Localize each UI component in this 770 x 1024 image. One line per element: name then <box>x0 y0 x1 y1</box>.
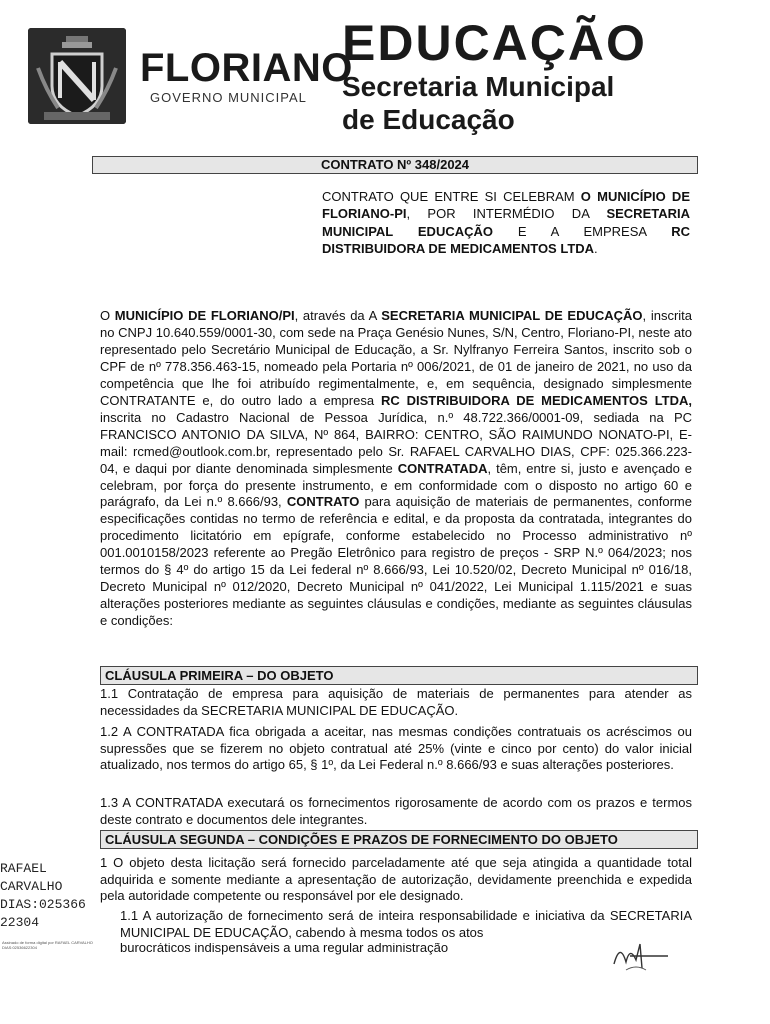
body-text-3: inscrita no Cadastro Nacional de Pessoa Jurídica, n.º 48.722.366/0001-09, sediada na PC FRANCISCO ANTONIO DA SILVA, Nº 864, BAIRRO: CENTRO, SÃO RAIMUNDO NONATO-PI, E-mail: rcmed@outlook.com.br, representado pelo Sr. RAFAEL CARVALHO DIAS, CPF: 025.366.223-04, e daqui por diante denominada simplesmente <box>100 409 692 476</box>
body-bold-municipio: MUNICÍPIO DE FLORIANO/PI <box>114 308 295 323</box>
body-bold-empresa: RC DISTRIBUIDORA DE MEDICAMENTOS LTDA, <box>380 392 692 408</box>
clause-1-item-2: 1.2 A CONTRATADA fica obrigada a aceitar, nas mesmas condições contratuais os acréscimos ou supressões que se fizerem no objeto contratual até 25% (vinte e cinco por cento) do valor inicial atualizado, nos termos do artigo 65, § 1º, da Lei Federal n.º 8.666/93 e suas alterações posteriores. <box>100 724 692 773</box>
department-subtitle-line2: de Educação <box>342 104 515 135</box>
contract-opening-paragraph <box>100 308 692 630</box>
preamble-bold-secretaria: SECRETARIA MUNICIPAL EDUCAÇÃO <box>322 206 690 239</box>
clause-1-item-3: 1.3 A CONTRATADA executará os fornecimentos rigorosamente de acordo com os prazos e termos deste contrato e documentos dele integrantes. <box>100 795 692 827</box>
body-bold-contrato: CONTRATO <box>286 494 360 510</box>
body-text-2: , inscrita no CNPJ 10.640.559/0001-30, com sede na Praça Genésio Nunes, S/N, Centro, Floriano-PI, neste ato representado pelo Secretário Municipal de Educação, a Sr. Nylfranyo Ferreira Santos, inscrito sob o CPF de nº 778.356.463-15, nomeado pela Portaria nº 006/2021, de 01 de janeiro de 2021, no uso da competência que lhe foi atribuído regimentalmente, e, em sequência, designado simplesmente CONTRATANTE e, do outro lado a empresa <box>100 308 693 408</box>
brand-subtitle: GOVERNO MUNICIPAL <box>150 90 307 105</box>
municipal-crest-logo <box>28 28 126 124</box>
clause-1-header: CLÁUSULA PRIMEIRA – DO OBJETO <box>100 666 698 685</box>
body-bold-contratada: CONTRATADA <box>397 460 488 476</box>
clause-2-item-1-1: 1.1 A autorização de fornecimento será de inteira responsabilidade e iniciativa da SECRETARIA MUNICIPAL DE EDUCAÇÃO, cabendo à mesma todos os atos <box>120 908 692 940</box>
body-text-4: , têm, entre si, justo e avençado e celebram, por força do presente instrumento, e em conformidade com o disposto no artigo 60 e parágrafo, da Lei n.º 8.666/93, <box>100 460 692 510</box>
signer-line-4: 22304 <box>0 915 40 930</box>
clause-2-item-1: 1 O objeto desta licitação será fornecido parceladamente até que seja atingida a quantidade total adquirida e somente mediante a apresentação de autorização, devidamente preenchida e expedida pela autoridade competente ou responsável por ele designado. <box>100 855 692 904</box>
preamble-text-2: , POR INTERMÉDIO DA <box>406 206 607 222</box>
digital-signature-note: Assinado de forma digital por RAFAEL CARVALHO DIAS:02536622304 <box>2 940 93 950</box>
contract-preamble <box>322 188 690 257</box>
body-text-5: para aquisição de materiais de permanentes, conforme especificações contidas no termo de referência e edital, e da proposta da contratada, integrantes do procedimento licitatório em epígrafe, conforme estabelecido no Processo administrativo nº 001.0010158/2023 referente ao Pregão Eletrônico para registro de preços - SRP N.º 064/2023; nos termos do § 4º do artigo 15 da Lei federal nº 8.666/93, Lei 10.520/02, Decreto Municipal nº 016/18, Decreto Municipal nº 012/2020, Decreto Municipal nº 041/2022, Lei Municipal 1.115/2021 e suas alterações posteriores mediante as seguintes cláusulas e condições, mediante as seguintes cláusulas e condições: <box>100 494 692 629</box>
body-bold-secretaria: SECRETARIA MUNICIPAL DE EDUCAÇÃO <box>381 308 643 323</box>
department-subtitle-line1: Secretaria Municipal <box>342 71 615 102</box>
preamble-text-3: E A EMPRESA <box>493 223 672 239</box>
brand-block <box>140 46 353 105</box>
preamble-text-end: . <box>594 240 598 256</box>
contract-title: CONTRATO Nº 348/2024 <box>92 156 698 174</box>
brand-name: FLORIANO <box>140 46 353 90</box>
signer-line-1: RAFAEL <box>0 861 47 876</box>
digital-signer-block <box>0 860 98 932</box>
clause-1-item-1: 1.1 Contratação de empresa para aquisição de materiais de permanentes para atender as necessidades da SECRETARIA MUNICIPAL DE EDUCAÇÃO. <box>100 686 692 718</box>
preamble-bold-empresa: RC DISTRIBUIDORA DE MEDICAMENTOS LTDA <box>322 223 690 256</box>
clause-2-header: CLÁUSULA SEGUNDA – CONDIÇÕES E PRAZOS DE FORNECIMENTO DO OBJETO <box>100 830 698 849</box>
department-title: EDUCAÇÃO <box>342 15 647 71</box>
clause-2-cut-line <box>120 943 600 955</box>
body-text-1: , através da A <box>294 308 382 323</box>
body-text-start: O <box>100 308 115 323</box>
handwritten-rubric <box>606 938 672 974</box>
preamble-text-1: CONTRATO QUE ENTRE SI CELEBRAM <box>322 189 581 204</box>
signer-line-3: DIAS:025366 <box>0 897 86 912</box>
department-block <box>342 15 742 135</box>
clause-2-cut-text: burocráticos indispensáveis a uma regular administração <box>120 943 449 955</box>
preamble-bold-municipio: O MUNICÍPIO DE FLORIANO-PI <box>322 189 690 222</box>
signer-line-2: CARVALHO <box>0 879 63 894</box>
